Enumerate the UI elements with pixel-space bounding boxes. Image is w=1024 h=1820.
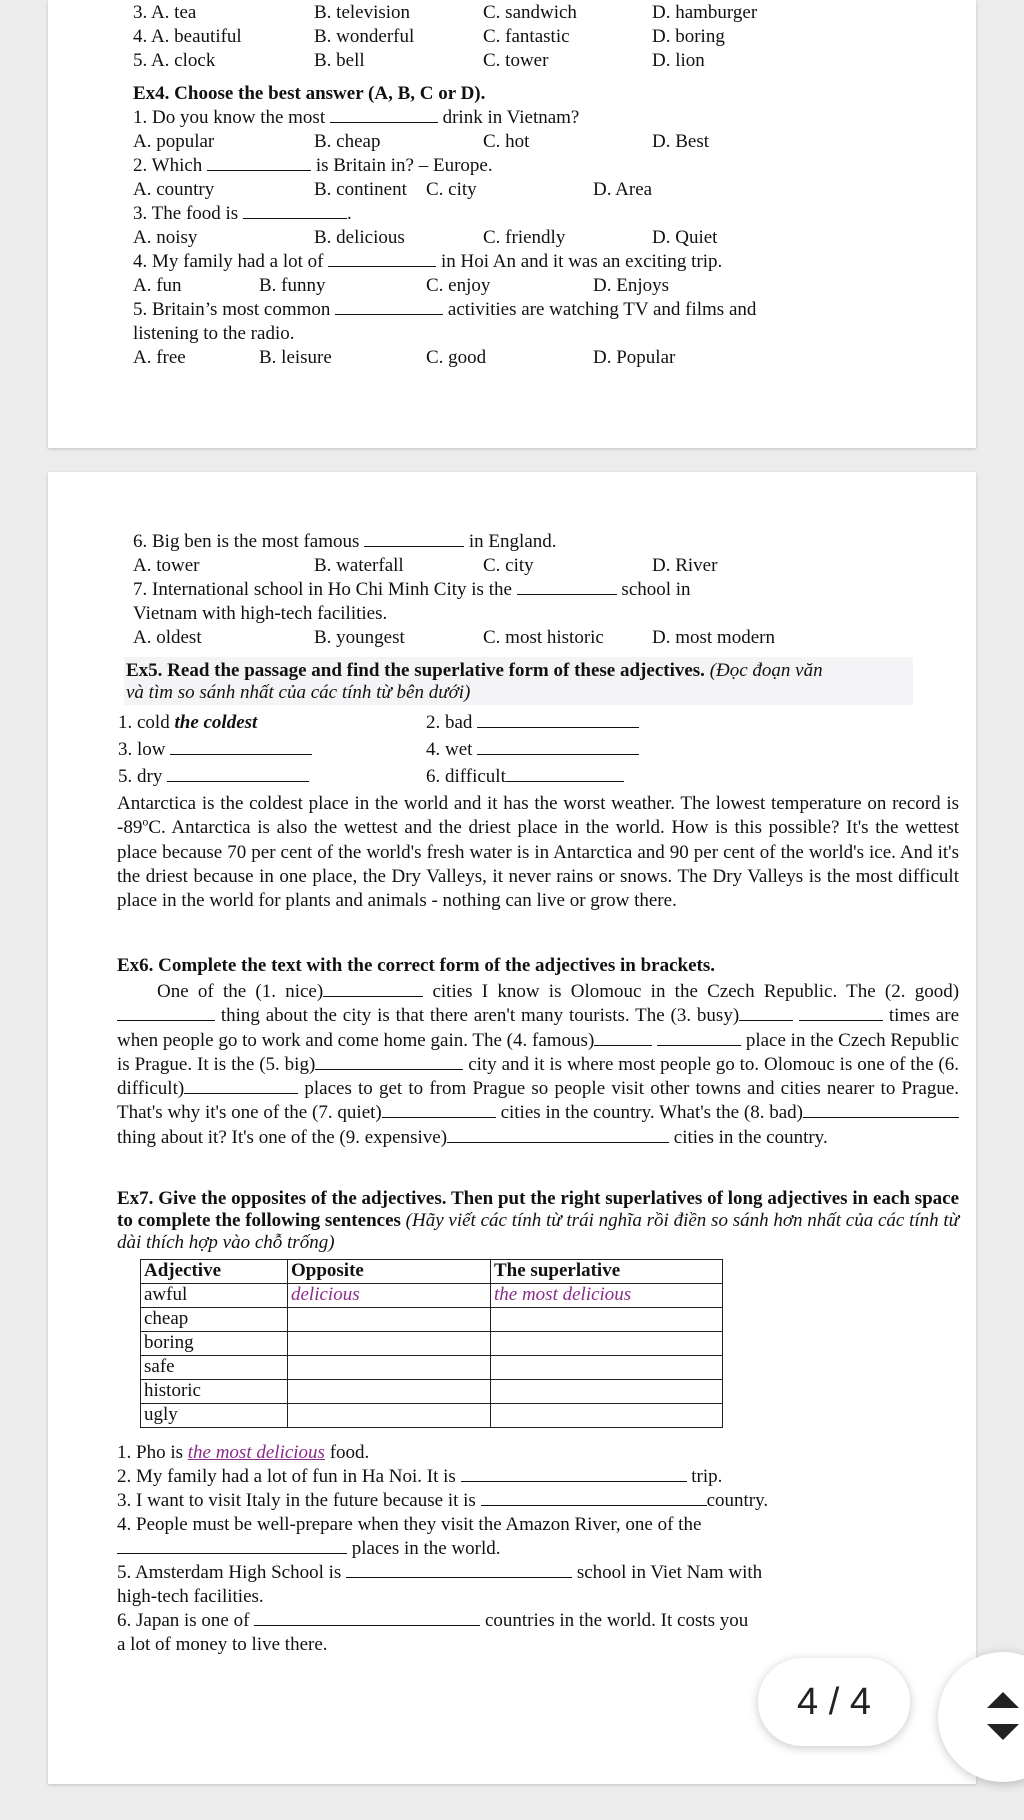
ex5-item-5: 5. dry [118, 766, 309, 788]
table-cell [288, 1308, 491, 1332]
table-cell [288, 1332, 491, 1356]
table-cell: delicious [288, 1284, 491, 1308]
ex4-q4: 4. My family had a lot of in Hoi An and it was an exciting trip. [133, 251, 723, 272]
ex7-s6: 6. Japan is one of countries in the world. It costs you [117, 1610, 749, 1631]
ex7-s5: 5. Amsterdam High School is school in Viet Nam with [117, 1562, 763, 1583]
table-cell [491, 1308, 723, 1332]
ex4-q2: 2. Which is Britain in? – Europe. [133, 155, 493, 176]
ex4-q5-d: D. Popular [593, 347, 676, 368]
adjective-table [140, 1259, 723, 1428]
ex4-q4-a: A. fun [133, 275, 182, 296]
ex4-q3-d: D. Quiet [652, 227, 718, 248]
ex3-q5-b: B. bell [314, 50, 365, 71]
q6-b: B. waterfall [314, 555, 404, 576]
q6-d: D. River [652, 555, 718, 576]
up-down-arrows-icon [983, 1688, 1023, 1744]
ex4-q5-a: A. free [133, 347, 186, 368]
ex3-q4-a: 4. A. beautiful [133, 26, 242, 47]
ex4-q1-c: C. hot [483, 131, 530, 152]
ex4-q2-a: A. country [133, 179, 215, 200]
q7-c: C. most historic [483, 627, 604, 648]
ex7-s6-line2: a lot of money to live there. [117, 1634, 328, 1655]
ex4-q1: 1. Do you know the most drink in Vietnam? [133, 107, 580, 128]
q6-c: C. city [483, 555, 534, 576]
ex6-text: One of the (1. nice) cities I know is Olomouc in the Czech Republic. The (2. good) thing about the city is that there aren't many tourists. The (3. busy) times are when people go to work and come home gain. The (4. famous) place in the Czech Republic is Prague. It is the (5. big) city and it is where most people go to. Olomouc is one of the (6. difficult) places to get to from Prague so people visit other towns and cities nearer to Prague. That's why it's one of the (7. quiet) cities in the country. What's the (8. bad) thing about it? It's one of the (9. expensive) cities in the country. [117, 981, 960, 1148]
ex3-q5-a: 5. A. clock [133, 50, 216, 71]
ex4-q5: 5. Britain’s most common activities are watching TV and films and [133, 299, 757, 320]
document-page-4 [48, 472, 976, 1784]
ex5-passage: Antarctica is the coldest place in the world and it has the worst weather. The lowest temperature on record is -89$^o$C. Antarctica is also the wettest and the driest place in the world. How is this possible? It's the wettest place because 70 per cent of the world's fresh water is in Antarctica and 90 per cent of the world's ice. And it's the driest because in one place, the Dry Valleys, it never rains or snows. The Dry Valleys is the most difficult place in the world for plants and animals - nothing can live or grow there. [117, 793, 960, 912]
table-cell [491, 1332, 723, 1356]
ex4-q1-d: D. Best [652, 131, 709, 152]
table-cell: historic [141, 1380, 288, 1404]
ex4-q1-b: B. cheap [314, 131, 381, 152]
table-row [141, 1284, 723, 1308]
ex4-q3-a: A. noisy [133, 227, 198, 248]
ex3-q4-d: D. boring [652, 26, 725, 47]
table-cell: ugly [141, 1404, 288, 1428]
ex4-q5-c: C. good [426, 347, 487, 368]
table-cell: boring [141, 1332, 288, 1356]
q7-b: B. youngest [314, 627, 405, 648]
ex7-s4: 4. People must be well-prepare when they visit the Amazon River, one of the [117, 1514, 702, 1535]
ex5-item-3: 3. low [118, 739, 312, 761]
ex5-item-4: 4. wet [426, 739, 639, 761]
ex3-q4-b: B. wonderful [314, 26, 415, 47]
ex7-s1: 1. Pho is the most delicious food. [117, 1442, 370, 1463]
ex4-q3: 3. The food is . [133, 203, 352, 224]
table-cell: safe [141, 1356, 288, 1380]
ex4-q3-b: B. delicious [314, 227, 405, 248]
table-header: Adjective [141, 1260, 288, 1284]
table-cell: awful [141, 1284, 288, 1308]
ex7-s4-line2: places in the world. [117, 1538, 501, 1560]
ex3-q3-d: D. hamburger [652, 2, 758, 23]
ex4-q1-a: A. popular [133, 131, 215, 152]
ex7-s2: 2. My family had a lot of fun in Ha Noi. It is trip. [117, 1466, 723, 1487]
q6-a: A. tower [133, 555, 200, 576]
ex4-q5-b: B. leisure [259, 347, 332, 368]
ex3-q3-b: B. television [314, 2, 411, 23]
ex3-q3-a: 3. A. tea [133, 2, 197, 23]
document-page-3 [48, 0, 976, 448]
table-cell [491, 1380, 723, 1404]
q7-d: D. most modern [652, 627, 775, 648]
table-row [141, 1308, 723, 1332]
table-cell [288, 1356, 491, 1380]
ex3-q3-c: C. sandwich [483, 2, 577, 23]
table-cell [288, 1404, 491, 1428]
table-cell [288, 1380, 491, 1404]
page-indicator: 4 / 4 [758, 1658, 910, 1746]
ex4-q2-b: B. continent [314, 179, 407, 200]
q7-line2: Vietnam with high-tech facilities. [133, 603, 388, 624]
table-row [141, 1332, 723, 1356]
table-row [141, 1356, 723, 1380]
ex4-q3-c: C. friendly [483, 227, 566, 248]
table-header: The superlative [491, 1260, 723, 1284]
ex5-item-1: 1. cold the coldest [118, 712, 258, 733]
q6: 6. Big ben is the most famous in England. [133, 531, 557, 552]
ex5-title-vi: và tìm so sánh nhất của các tính từ bên dưới) [126, 682, 471, 703]
table-cell: cheap [141, 1308, 288, 1332]
table-cell [491, 1404, 723, 1428]
ex4-q2-d: D. Area [593, 179, 653, 200]
table-row [141, 1404, 723, 1428]
ex3-q5-d: D. lion [652, 50, 705, 71]
ex6-title: Ex6. Complete the text with the correct form of the adjectives in brackets. [117, 955, 715, 976]
ex4-q4-d: D. Enjoys [593, 275, 669, 296]
ex4-q4-c: C. enjoy [426, 275, 491, 296]
ex4-q5-line2: listening to the radio. [133, 323, 295, 344]
ex4-q4-b: B. funny [259, 275, 326, 296]
table-cell [491, 1356, 723, 1380]
ex7-title: Ex7. Give the opposites of the adjectives. Then put the right superlatives of long adjectives in each space to complete the following sentences (Hãy viết các tính từ trái nghĩa rồi điền so sánh hơn nhất của các tính từ dài thích hợp vào chỗ trống) [117, 1188, 960, 1253]
ex4-title: Ex4. Choose the best answer (A, B, C or D). [133, 83, 486, 104]
table-row [141, 1380, 723, 1404]
ex4-q2-c: C. city [426, 179, 477, 200]
ex3-q4-c: C. fantastic [483, 26, 570, 47]
q7-a: A. oldest [133, 627, 202, 648]
ex7-s5-line2: high-tech facilities. [117, 1586, 264, 1607]
ex5-item-6: 6. difficult [426, 766, 624, 788]
ex3-q5-c: C. tower [483, 50, 549, 71]
table-cell: the most delicious [491, 1284, 723, 1308]
ex5-item-2: 2. bad [426, 712, 639, 734]
q7: 7. International school in Ho Chi Minh City is the school in [133, 579, 691, 600]
table-header: Opposite [288, 1260, 491, 1284]
ex7-s3: 3. I want to visit Italy in the future because it is country. [117, 1490, 769, 1511]
ex5-title: Ex5. Read the passage and find the superlative form of these adjectives. (Đọc đoạn văn [126, 660, 823, 681]
